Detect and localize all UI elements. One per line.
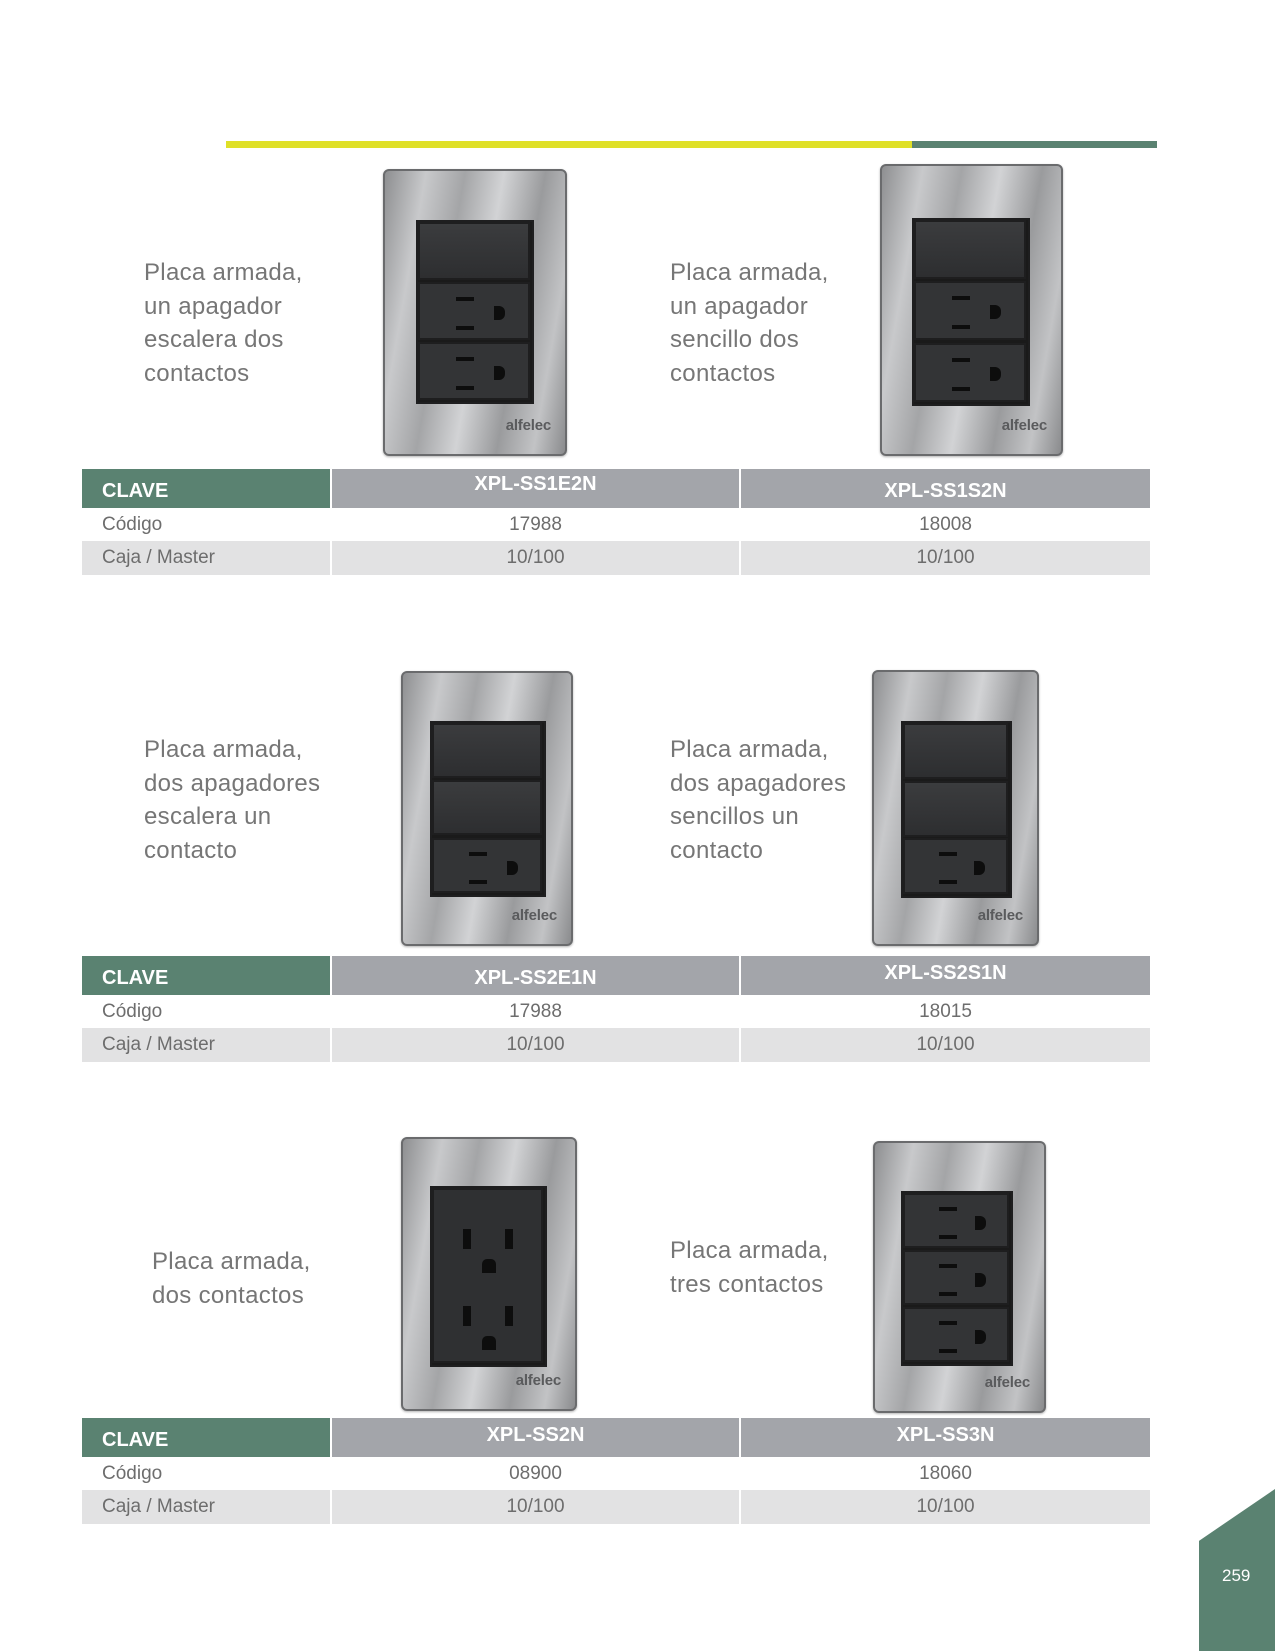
box-label: Caja / Master xyxy=(82,541,330,575)
outlet-ground-icon xyxy=(975,1330,986,1344)
table-row xyxy=(82,995,1150,1028)
outlet-slot-icon xyxy=(952,325,970,329)
product-description: Placa armada, tres contactos xyxy=(670,1237,829,1298)
outlet-ground-icon xyxy=(494,366,505,380)
table-row xyxy=(82,541,1150,575)
box-label: Caja / Master xyxy=(82,1028,330,1062)
outlet-slot-icon xyxy=(456,326,474,330)
outlet-module xyxy=(418,342,530,400)
key-label: CLAVE xyxy=(82,1418,330,1457)
brand-logo: alfelec xyxy=(977,907,1023,924)
code-label: Código xyxy=(102,513,163,535)
switch-module xyxy=(914,220,1026,279)
outlet-module xyxy=(914,281,1026,340)
outlet-slot-icon xyxy=(463,1306,471,1326)
outlet-ground-icon xyxy=(494,306,505,320)
switch-module xyxy=(903,723,1008,779)
outlet-module xyxy=(903,1193,1009,1248)
outlet-slot-icon xyxy=(939,1207,957,1211)
module-frame xyxy=(430,721,546,897)
switch-module xyxy=(903,781,1008,837)
outlet-slot-icon xyxy=(456,297,474,301)
key-label: CLAVE xyxy=(82,956,330,995)
product-image-xpl-ss1s2n xyxy=(880,164,1063,456)
product-description: Placa armada, dos apagadores escalera un contacto xyxy=(144,736,321,864)
brand-logo: alfelec xyxy=(511,907,557,924)
outlet-module xyxy=(903,838,1008,894)
outlet-slot-icon xyxy=(939,852,957,856)
outlet-module xyxy=(432,838,542,893)
brand-logo: alfelec xyxy=(505,417,551,434)
table-row xyxy=(82,508,1150,541)
outlet-module xyxy=(418,282,530,340)
top-accent-bar-yellow xyxy=(226,141,912,148)
product-box: 10/100 xyxy=(332,541,739,575)
key-label: CLAVE xyxy=(82,469,330,508)
module-frame xyxy=(912,218,1030,406)
module-frame xyxy=(430,1186,547,1367)
product-description: Placa armada, un apagador sencillo dos contactos xyxy=(670,259,829,387)
outlet-module xyxy=(903,1250,1009,1305)
outlet-ground-icon xyxy=(482,1336,496,1350)
table-row xyxy=(82,1490,1150,1524)
outlet-slot-icon xyxy=(952,387,970,391)
box-label: Caja / Master xyxy=(82,1490,330,1524)
brand-logo: alfelec xyxy=(515,1372,561,1389)
outlet-module xyxy=(903,1307,1009,1362)
product-key: XPL-SS2S1N xyxy=(741,956,1150,995)
outlet-slot-icon xyxy=(939,1264,957,1268)
product-code: 18008 xyxy=(919,513,972,535)
outlet-slot-icon xyxy=(939,1235,957,1239)
outlet-slot-icon xyxy=(469,880,487,884)
brand-logo: alfelec xyxy=(1001,417,1047,434)
outlet-slot-icon xyxy=(939,1292,957,1296)
outlet-ground-icon xyxy=(507,861,518,875)
product-code: 18060 xyxy=(919,1462,972,1484)
outlet-slot-icon xyxy=(463,1229,471,1249)
product-box: 10/100 xyxy=(741,541,1150,575)
module-frame xyxy=(901,721,1012,898)
outlet-slot-icon xyxy=(939,1349,957,1353)
code-label: Código xyxy=(102,1000,163,1022)
switch-module xyxy=(418,222,530,280)
product-key: XPL-SS3N xyxy=(741,1418,1150,1457)
page-number: 259 xyxy=(1222,1566,1251,1585)
outlet-slot-icon xyxy=(952,358,970,362)
table-row xyxy=(82,1457,1150,1490)
product-key: XPL-SS2E1N xyxy=(332,956,739,995)
outlet-slot-icon xyxy=(505,1306,513,1326)
product-key: XPL-SS1E2N xyxy=(332,469,739,508)
product-description: Placa armada, un apagador escalera dos contactos xyxy=(144,259,303,387)
outlet-ground-icon xyxy=(975,1216,986,1230)
outlet-slot-icon xyxy=(939,880,957,884)
outlet-ground-icon xyxy=(974,861,985,875)
outlet-slot-icon xyxy=(456,357,474,361)
product-description: Placa armada, dos contactos xyxy=(152,1248,311,1309)
outlet-slot-icon xyxy=(505,1229,513,1249)
product-image-xpl-ss3n xyxy=(873,1141,1046,1413)
product-image-xpl-ss1e2n xyxy=(383,169,567,456)
outlet-ground-icon xyxy=(990,305,1001,319)
table-row xyxy=(82,1028,1150,1062)
product-image-xpl-ss2e1n xyxy=(401,671,573,946)
outlet-module xyxy=(914,343,1026,402)
switch-module xyxy=(432,723,542,778)
product-key: XPL-SS1S2N xyxy=(741,469,1150,508)
product-code: 18015 xyxy=(919,1000,972,1022)
table-header-row xyxy=(82,956,1150,995)
module-frame xyxy=(416,220,534,404)
product-box: 10/100 xyxy=(332,1028,739,1062)
product-code: 08900 xyxy=(509,1462,562,1484)
table-header-row xyxy=(82,469,1150,508)
outlet-ground-icon xyxy=(990,367,1001,381)
product-image-xpl-ss2n xyxy=(401,1137,577,1411)
product-code: 17988 xyxy=(509,1000,562,1022)
outlet-slot-icon xyxy=(939,1321,957,1325)
brand-logo: alfelec xyxy=(984,1374,1030,1391)
outlet-ground-icon xyxy=(975,1273,986,1287)
switch-module xyxy=(432,780,542,835)
top-accent-bar-green xyxy=(912,141,1157,148)
product-box: 10/100 xyxy=(741,1028,1150,1062)
code-label: Código xyxy=(102,1462,163,1484)
product-box: 10/100 xyxy=(741,1490,1150,1524)
module-frame xyxy=(901,1191,1013,1366)
outlet-slot-icon xyxy=(456,386,474,390)
product-image-xpl-ss2s1n xyxy=(872,670,1039,946)
product-description: Placa armada, dos apagadores sencillos un contacto xyxy=(670,736,847,864)
outlet-ground-icon xyxy=(482,1259,496,1273)
duplex-outlet-module xyxy=(432,1188,543,1363)
table-header-row xyxy=(82,1418,1150,1457)
product-code: 17988 xyxy=(509,513,562,535)
outlet-slot-icon xyxy=(469,852,487,856)
product-key: XPL-SS2N xyxy=(332,1418,739,1457)
product-box: 10/100 xyxy=(332,1490,739,1524)
outlet-slot-icon xyxy=(952,296,970,300)
